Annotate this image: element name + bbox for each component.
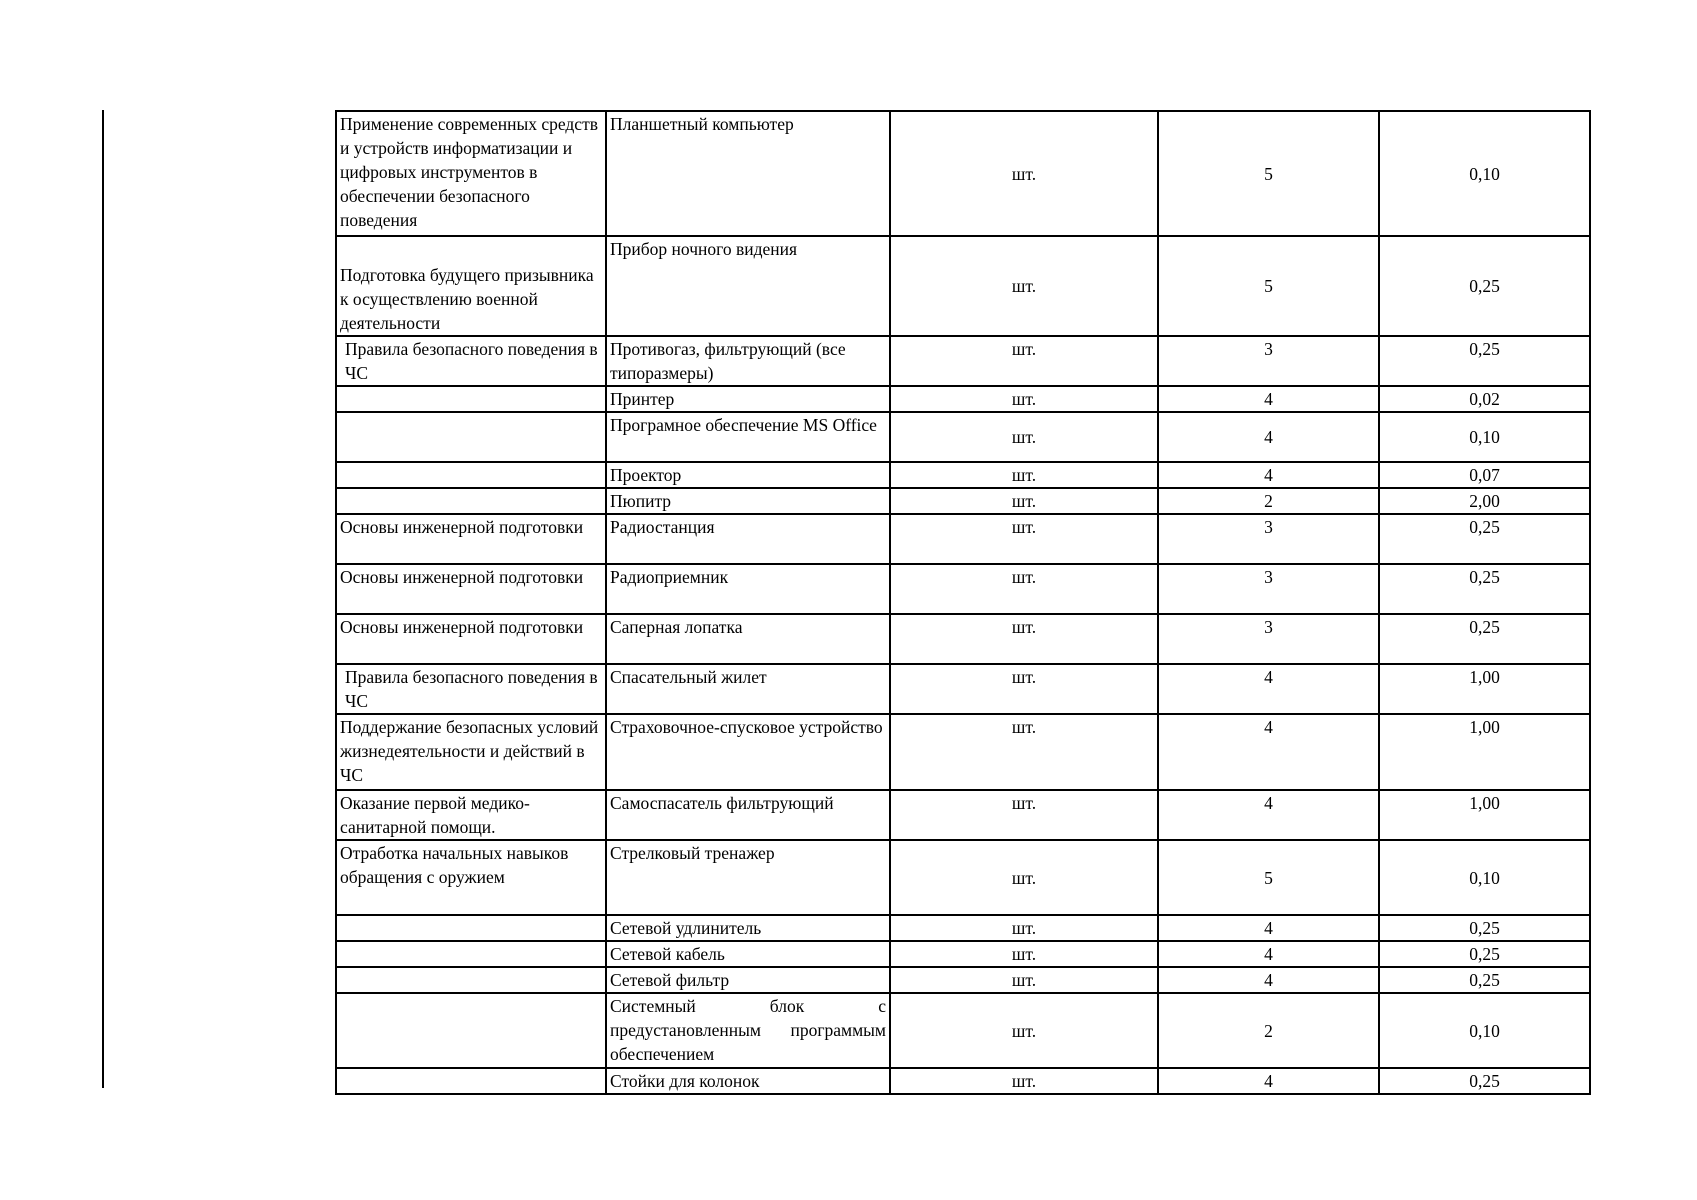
quantity-cell: 5 (1158, 111, 1379, 236)
unit-cell: шт. (890, 941, 1158, 967)
subject-cell: Подготовка будущего призывника к осуществлению военной деятельности (336, 236, 606, 336)
unit-cell: шт. (890, 790, 1158, 840)
item-cell: Радиоприемник (606, 564, 890, 614)
norm-cell: 1,00 (1379, 790, 1590, 840)
subject-cell (336, 462, 606, 488)
item-cell: Саперная лопатка (606, 614, 890, 664)
subject-cell: Применение современных средств и устройств информатизации и цифровых инструментов в обеспечении безопасного поведения (336, 111, 606, 236)
table-row (336, 236, 1590, 336)
table-row (336, 714, 1590, 790)
unit-cell: шт. (890, 236, 1158, 336)
norm-cell: 0,25 (1379, 336, 1590, 386)
unit-cell: шт. (890, 412, 1158, 462)
subject-cell (336, 941, 606, 967)
table-row (336, 1068, 1590, 1094)
item-cell: Страховочное-спусковое устройство (606, 714, 890, 790)
table-row (336, 386, 1590, 412)
norm-cell: 0,10 (1379, 840, 1590, 915)
item-cell: Прибор ночного видения (606, 236, 890, 336)
unit-cell: шт. (890, 488, 1158, 514)
unit-cell: шт. (890, 564, 1158, 614)
subject-cell: Правила безопасного поведения в ЧС (336, 336, 606, 386)
norm-cell: 0,25 (1379, 915, 1590, 941)
subject-cell: Основы инженерной подготовки (336, 614, 606, 664)
unit-cell: шт. (890, 714, 1158, 790)
quantity-cell: 4 (1158, 1068, 1379, 1094)
norm-cell: 0,02 (1379, 386, 1590, 412)
norm-cell: 2,00 (1379, 488, 1590, 514)
item-cell: Радиостанция (606, 514, 890, 564)
quantity-cell: 4 (1158, 412, 1379, 462)
quantity-cell: 4 (1158, 664, 1379, 714)
quantity-cell: 3 (1158, 336, 1379, 386)
table-row (336, 840, 1590, 915)
item-cell: Сетевой кабель (606, 941, 890, 967)
subject-cell: Основы инженерной подготовки (336, 564, 606, 614)
table-row (336, 614, 1590, 664)
item-cell: Сетевой удлинитель (606, 915, 890, 941)
table-row (336, 790, 1590, 840)
subject-cell (336, 488, 606, 514)
quantity-cell: 3 (1158, 514, 1379, 564)
unit-cell: шт. (890, 915, 1158, 941)
quantity-cell: 3 (1158, 614, 1379, 664)
subject-cell: Отработка начальных навыков обращения с оружием (336, 840, 606, 915)
norm-cell: 1,00 (1379, 664, 1590, 714)
table-row (336, 564, 1590, 614)
unit-cell: шт. (890, 967, 1158, 993)
item-cell: Противогаз, фильтрующий (все типоразмеры) (606, 336, 890, 386)
item-cell: Планшетный компьютер (606, 111, 890, 236)
norm-cell: 0,10 (1379, 111, 1590, 236)
table-row (336, 488, 1590, 514)
table-row (336, 967, 1590, 993)
table-row (336, 336, 1590, 386)
table-row (336, 941, 1590, 967)
quantity-cell: 4 (1158, 967, 1379, 993)
equipment-table (335, 110, 1591, 1095)
quantity-cell: 3 (1158, 564, 1379, 614)
quantity-cell: 4 (1158, 915, 1379, 941)
table-row (336, 915, 1590, 941)
quantity-cell: 2 (1158, 488, 1379, 514)
quantity-cell: 5 (1158, 236, 1379, 336)
item-cell: Самоспасатель фильтрующий (606, 790, 890, 840)
subject-cell: Оказание первой медико-санитарной помощи. (336, 790, 606, 840)
quantity-cell: 4 (1158, 462, 1379, 488)
subject-cell (336, 386, 606, 412)
norm-cell: 0,25 (1379, 564, 1590, 614)
unit-cell: шт. (890, 111, 1158, 236)
unit-cell: шт. (890, 614, 1158, 664)
norm-cell: 0,10 (1379, 412, 1590, 462)
norm-cell: 0,10 (1379, 993, 1590, 1068)
quantity-cell: 2 (1158, 993, 1379, 1068)
subject-cell (336, 915, 606, 941)
unit-cell: шт. (890, 514, 1158, 564)
norm-cell: 0,25 (1379, 514, 1590, 564)
norm-cell: 0,25 (1379, 1068, 1590, 1094)
table-row (336, 993, 1590, 1068)
item-cell: Пюпитр (606, 488, 890, 514)
item-cell: Спасательный жилет (606, 664, 890, 714)
quantity-cell: 4 (1158, 714, 1379, 790)
norm-cell: 0,25 (1379, 614, 1590, 664)
unit-cell: шт. (890, 462, 1158, 488)
subject-cell (336, 967, 606, 993)
table-row (336, 111, 1590, 236)
quantity-cell: 4 (1158, 941, 1379, 967)
norm-cell: 0,25 (1379, 941, 1590, 967)
norm-cell: 0,25 (1379, 967, 1590, 993)
table-row (336, 412, 1590, 462)
item-cell: Принтер (606, 386, 890, 412)
norm-cell: 0,25 (1379, 236, 1590, 336)
subject-cell: Поддержание безопасных условий жизнедеятельности и действий в ЧС (336, 714, 606, 790)
subject-cell: Основы инженерной подготовки (336, 514, 606, 564)
item-cell: Системный блок с предустановленным программым обеспечением (606, 993, 890, 1068)
item-cell: Стойки для колонок (606, 1068, 890, 1094)
subject-cell (336, 412, 606, 462)
subject-cell (336, 1068, 606, 1094)
item-cell: Програмное обеспечение MS Office (606, 412, 890, 462)
unit-cell: шт. (890, 664, 1158, 714)
unit-cell: шт. (890, 1068, 1158, 1094)
unit-cell: шт. (890, 993, 1158, 1068)
item-cell: Стрелковый тренажер (606, 840, 890, 915)
item-cell: Проектор (606, 462, 890, 488)
table-row (336, 664, 1590, 714)
quantity-cell: 4 (1158, 790, 1379, 840)
table-row (336, 514, 1590, 564)
margin-rule (102, 110, 104, 1088)
subject-cell: Правила безопасного поведения в ЧС (336, 664, 606, 714)
unit-cell: шт. (890, 386, 1158, 412)
unit-cell: шт. (890, 336, 1158, 386)
unit-cell: шт. (890, 840, 1158, 915)
quantity-cell: 4 (1158, 386, 1379, 412)
norm-cell: 1,00 (1379, 714, 1590, 790)
table-row (336, 462, 1590, 488)
norm-cell: 0,07 (1379, 462, 1590, 488)
subject-cell (336, 993, 606, 1068)
quantity-cell: 5 (1158, 840, 1379, 915)
item-cell: Сетевой фильтр (606, 967, 890, 993)
